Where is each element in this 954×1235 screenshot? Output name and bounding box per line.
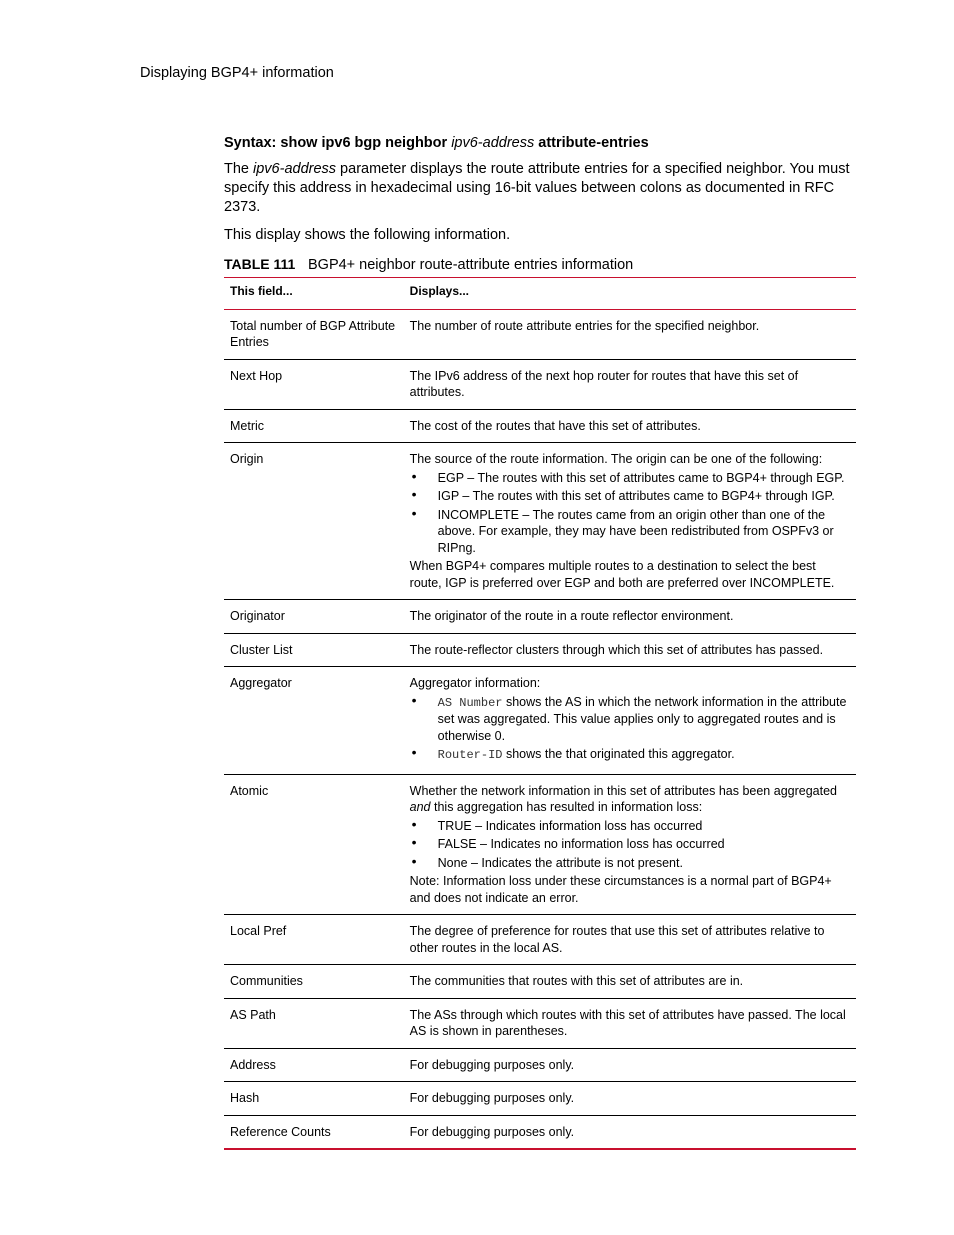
desc-cell: For debugging purposes only.	[409, 1124, 575, 1139]
code-term: AS Number	[437, 695, 503, 710]
field-cell: Atomic	[230, 783, 269, 798]
bullet-icon: •	[411, 834, 417, 850]
desc-cell: The ASs through which routes with this set of attributes have passed. The local AS is shown in parentheses.	[409, 1007, 846, 1038]
bullet-text: TRUE – Indicates information loss has occurred	[437, 818, 703, 833]
bullet-item	[410, 691, 850, 745]
bullet-icon: •	[411, 815, 417, 832]
field-cell: Address	[230, 1057, 276, 1072]
desc-cell: The cost of the routes that have this set of attributes.	[409, 418, 701, 433]
col-header-field: This field...	[230, 284, 293, 298]
bullet-item	[410, 504, 850, 557]
bullet-item	[410, 488, 850, 505]
bullet-list	[410, 815, 850, 872]
field-cell: Local Pref	[230, 924, 287, 938]
table-row	[224, 1048, 856, 1082]
desc-text: Aggregator information:	[409, 676, 541, 690]
bullet-item	[410, 836, 850, 853]
intro-text-before: The	[224, 161, 254, 177]
desc-cell: For debugging purposes only.	[409, 1057, 575, 1072]
desc-emphasis: and	[409, 800, 431, 814]
table-row	[224, 1082, 856, 1116]
bullet-icon: •	[411, 691, 417, 708]
syntax-command: Syntax: show ipv6 bgp neighbor	[224, 135, 448, 151]
code-term: Router-ID	[437, 748, 503, 762]
field-cell: Cluster List	[230, 642, 293, 657]
bullet-text: shows the AS in which the network information in the attribute set was aggregated. This value applies only to aggregated routes and is otherwise 0.	[437, 694, 847, 743]
bullet-icon: •	[411, 504, 417, 521]
syntax-tail: attribute-entries	[538, 135, 649, 151]
bullet-text: shows the that originated this aggregator.	[502, 747, 735, 761]
table-row	[224, 998, 856, 1048]
table-header-row	[224, 278, 856, 310]
table-title: BGP4+ neighbor route-attribute entries information	[308, 257, 634, 273]
intro-paragraph	[224, 160, 866, 217]
table-row	[224, 309, 856, 359]
table-row	[224, 915, 856, 965]
running-head: Displaying BGP4+ information	[140, 65, 334, 81]
bullet-item	[410, 852, 850, 872]
bullet-icon: •	[411, 744, 417, 760]
bullet-item	[410, 746, 850, 764]
bullet-list	[410, 691, 850, 764]
syntax-line	[224, 135, 866, 151]
field-cell: Total number of BGP Attribute Entries	[230, 318, 396, 349]
desc-cell: The route-reflector clusters through which this set of attributes has passed.	[409, 642, 824, 657]
syntax-param: ipv6-address	[451, 135, 535, 151]
bullet-list	[410, 467, 850, 557]
desc-cell: For debugging purposes only.	[409, 1091, 575, 1105]
table-row	[224, 667, 856, 775]
display-intro: This display shows the following information.	[224, 227, 511, 243]
bullet-text: INCOMPLETE – The routes came from an origin other than one of the above. For example, they may have been redistributed from OSPFv3 or RIPng.	[437, 507, 834, 555]
attribute-table	[224, 277, 856, 1150]
desc-cell: The originator of the route in a route reflector environment.	[409, 609, 734, 623]
field-cell: Origin	[230, 452, 264, 466]
field-cell: AS Path	[230, 1007, 276, 1022]
table-row	[224, 633, 856, 667]
table-row	[224, 600, 856, 634]
bullet-text: EGP – The routes with this set of attributes came to BGP4+ through EGP.	[437, 470, 845, 485]
table-row	[224, 774, 856, 915]
desc-cell: The IPv6 address of the next hop router for routes that have this set of attributes.	[409, 368, 799, 399]
table-caption	[224, 256, 866, 273]
desc-followup: When BGP4+ compares multiple routes to a destination to select the best route, IGP is preferred over EGP and both are preferred over INCOMPLETE.	[409, 559, 835, 590]
bullet-icon: •	[411, 852, 417, 869]
field-cell: Reference Counts	[230, 1124, 331, 1139]
desc-text: The source of the route information. The origin can be one of the following:	[409, 452, 823, 466]
bullet-icon: •	[411, 486, 417, 502]
table-row	[224, 409, 856, 443]
intro-param: ipv6-address	[253, 161, 337, 177]
field-cell: Communities	[230, 974, 303, 988]
desc-cell: The degree of preference for routes that use this set of attributes relative to other routes in the local AS.	[409, 924, 825, 955]
field-cell: Hash	[230, 1091, 260, 1105]
desc-cell	[404, 443, 856, 600]
desc-cell: The communities that routes with this set of attributes are in.	[409, 974, 744, 988]
bullet-text: FALSE – Indicates no information loss has occurred	[437, 837, 725, 851]
table-row	[224, 443, 856, 600]
bullet-text: IGP – The routes with this set of attributes came to BGP4+ through IGP.	[437, 489, 835, 503]
bullet-text: None – Indicates the attribute is not present.	[437, 855, 683, 870]
field-cell: Next Hop	[230, 368, 283, 383]
field-cell: Metric	[230, 418, 265, 433]
bullet-icon: •	[411, 467, 417, 484]
table-label: TABLE 111	[224, 256, 296, 272]
table-row	[224, 359, 856, 409]
desc-cell	[404, 774, 856, 915]
table-row	[224, 965, 856, 999]
page-body	[224, 135, 866, 1150]
desc-text-before: Whether the network information in this set of attributes has been aggregated	[409, 783, 837, 798]
desc-text	[410, 783, 850, 816]
table-row	[224, 1115, 856, 1149]
field-cell: Originator	[230, 609, 285, 623]
bullet-item	[410, 815, 850, 835]
col-header-displays: Displays...	[409, 284, 470, 298]
intro-text-after: parameter displays the route attribute entries for a specified neighbor. You must specify this address in hexadecimal using 16-bit values between colons as documented in RFC 2373.	[224, 161, 850, 215]
desc-cell	[404, 667, 856, 775]
desc-cell: The number of route attribute entries for the specified neighbor.	[409, 318, 760, 333]
bullet-item	[410, 467, 850, 487]
desc-note: Note: Information loss under these circumstances is a normal part of BGP4+ and does not indicate an error.	[409, 874, 832, 905]
desc-text-after: this aggregation has resulted in information loss:	[430, 800, 703, 814]
field-cell: Aggregator	[230, 676, 292, 690]
